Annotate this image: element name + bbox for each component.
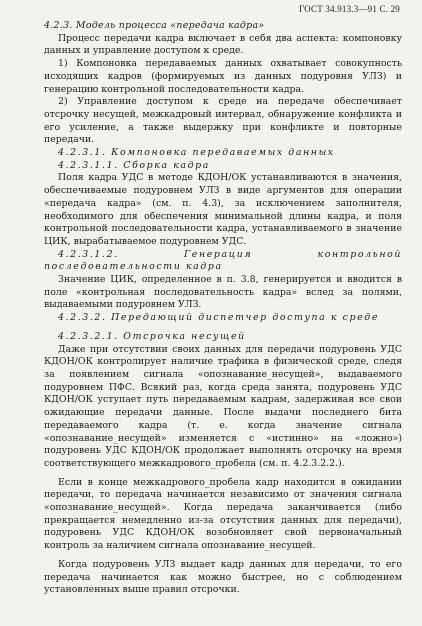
paragraph: Процесс передачи кадра включает в себя два аспекта: компоновку данных и управление доступом к среде.	[44, 32, 402, 57]
document-body	[44, 20, 402, 597]
paragraph: Значение ЦИК, определенное в п. 3.8, генерируется и вводится в поле «контрольная последовательность кадра» вслед за полями, выдаваемыми подуровнем УЛЗ.	[44, 274, 402, 311]
page-header: ГОСТ 34.913.3—91 С. 29	[299, 4, 400, 14]
paragraph: Если в конце межкадрового_пробела кадр находится в ожидании передачи, то передача начинается независимо от значения сигнала «опознавание_несущей». Когда передача заканчивается (либо прекращается немедленно из-за отсутствия данных для передачи), подуровень УДС КДОН/ОК возобновляет свой первоначальный контроль за наличием сигнала опознавание_несущей.	[44, 476, 402, 552]
paragraph: 2) Управление доступом к среде на передаче обеспечивает отсрочку несущей, межкадровый интервал, обнаружение конфликта и его усиление, а также выдержку при конфликте и повторные передачи.	[44, 96, 402, 146]
paragraph: Поля кадра УДС в методе КДОН/ОК устанавливаются в значения, обеспечиваемые подуровнем УЛЗ в виде аргументов для операции «передача кадра» (см. п. 4.3), за исключением заполнителя, необходимого для обеспечения минимальной длины кадра, и поля контрольной последовательности кадра, устанавливаемого в значение ЦИК, вырабатываемое подуровнем УДС.	[44, 172, 402, 247]
paragraph: 4.2.3.1.2. Генерация контрольной последовательности кадра	[44, 248, 402, 273]
paragraph: 4.2.3.1. Компоновка передаваемых данных	[58, 147, 335, 159]
paragraph: Даже при отсутствии своих данных для передачи подуровень УДС КДОН/ОК контролирует наличие трафика в физической среде, следя за появлением сигнала «опознавание_несущей», выдаваемого подуровнем ПФС. Всякий раз, когда среда занята, подуровень УДС КДОН/ОК уступает путь передаваемым кадрам, задерживая все свои ожидающие передачи данные. После выдачи последнего бита передаваемого кадра (т. е. когда значение сигнала «опознавание_несущей» изменяется с «истинно» на «ложно») подуровень УДС КДОН/ОК продолжает выполнять отсрочку на время соответствующего межкадрового_пробела (см. п. 4.2.3.2.2.).	[44, 343, 402, 469]
paragraph: 4.2.3. Модель процесса «передача кадра»	[44, 20, 265, 31]
paragraph: 4.2.3.2. Передающий диспетчер доступа к среде	[58, 312, 379, 324]
paragraph: 4.2.3.1.1. Сборка кадра	[58, 159, 210, 171]
paragraph: Когда подуровень УЛЗ выдает кадр данных для передачи, то его передача начинается как можно быстрее, но с соблюдением установленных выше правил отсрочки.	[44, 558, 402, 596]
paragraph: 1) Компоновка передаваемых данных охватывает совокупность исходящих кадров (формируемых из данных подуровня УЛЗ) и генерацию контрольной последовательности кадра.	[44, 58, 402, 95]
paragraph: 4.2.3.2.1. Отсрочка несущей	[58, 330, 246, 342]
